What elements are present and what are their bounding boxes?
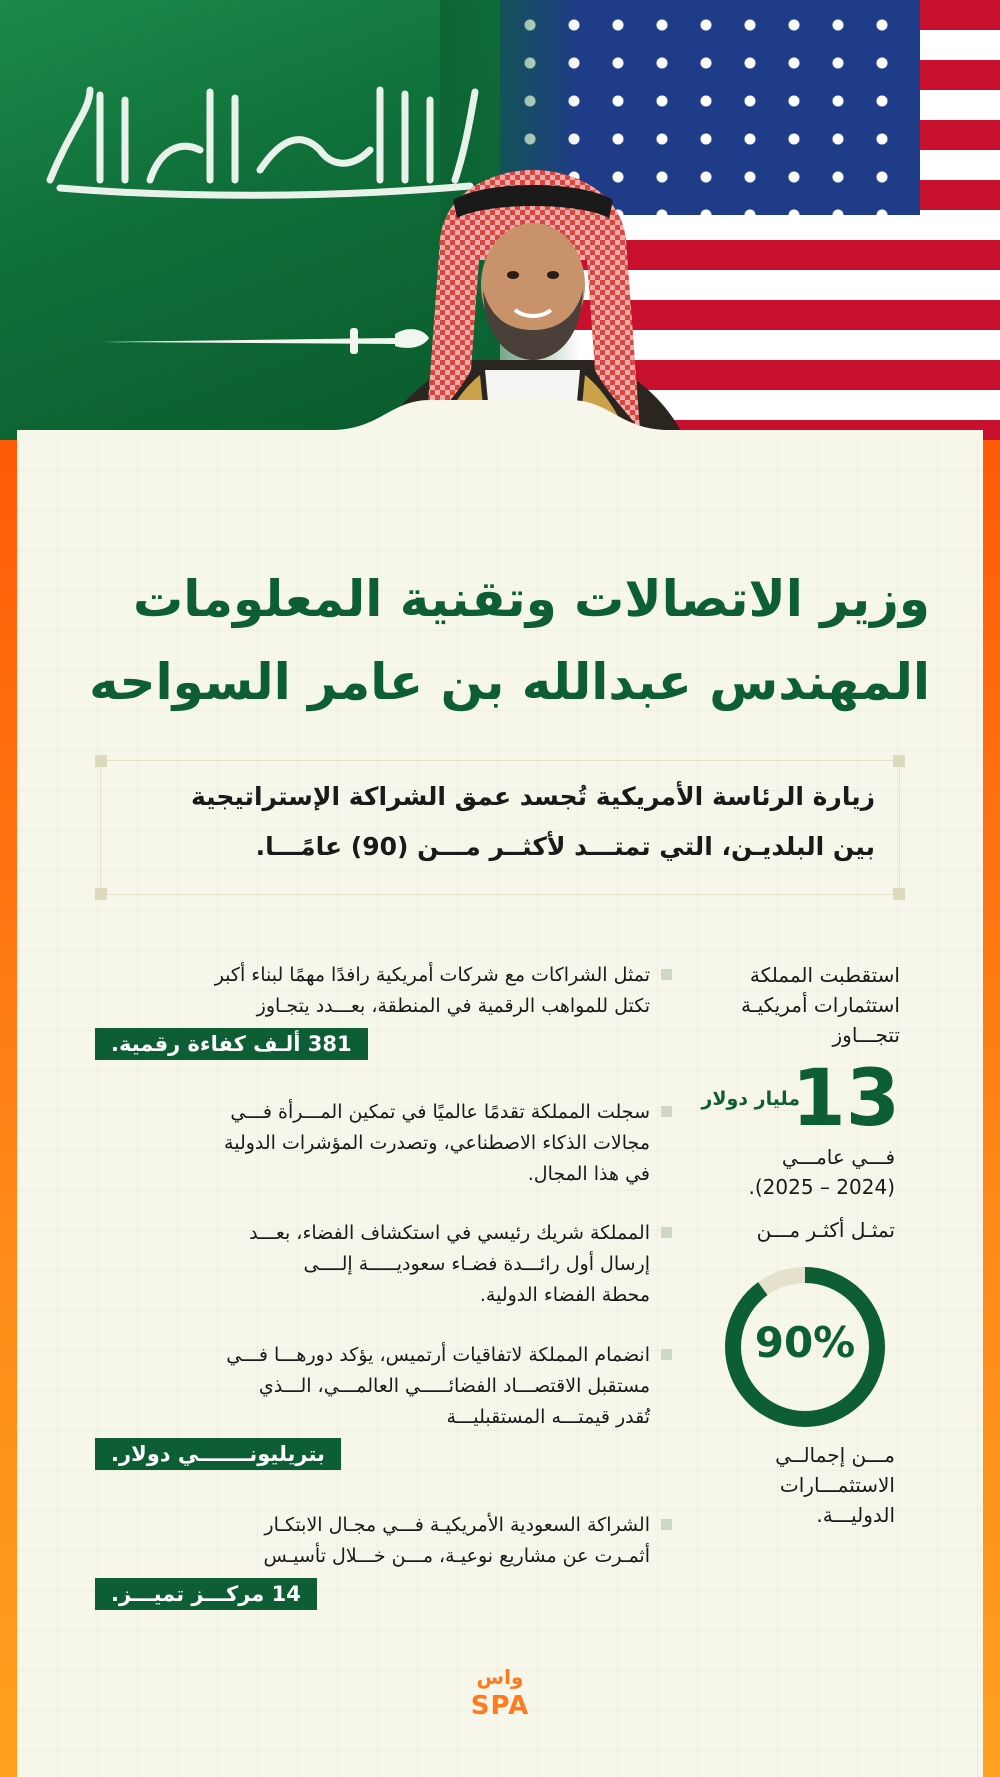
investments-intro-line2: استثمارات أمريكيـة	[741, 993, 900, 1017]
percent-caption	[700, 1440, 895, 1530]
investment-amount-number: 13	[791, 1054, 900, 1144]
represents-text: تمثـل أكثـر مـــن	[756, 1218, 895, 1242]
fact-item-4	[95, 1340, 650, 1470]
percent-caption-line2: الاستثمـــارات	[779, 1473, 895, 1497]
investment-amount	[700, 1054, 900, 1150]
hero-wave	[0, 400, 1000, 440]
bullet-icon	[661, 1106, 672, 1117]
fact-item-3	[95, 1218, 650, 1310]
svg-text:واس: واس	[476, 1665, 524, 1689]
fact-line: سجلت المملكة تقدمًا عالميًا في تمكين المـــرأة فـــي	[230, 1101, 650, 1123]
investment-amount-unit: مليار دولار	[701, 1088, 800, 1110]
bullet-icon	[661, 1227, 672, 1238]
fact-line: مجالات الذكاء الاصطناعي، وتصدرت المؤشرات الدولية	[224, 1131, 650, 1154]
fact-highlight: 381 ألـف كفاءة رقمية.	[95, 1028, 368, 1060]
page-title-line2: المهندس عبدالله بن عامر السواحه	[89, 653, 930, 711]
page-title-line1: وزير الاتصالات وتقنية المعلومات	[133, 570, 930, 628]
hero-banner	[0, 0, 1000, 440]
investment-years-line2: (2024 – 2025).	[748, 1175, 895, 1199]
svg-text:SPA: SPA	[470, 1691, 530, 1720]
percent-label: 90%	[754, 1318, 856, 1367]
investments-intro	[680, 960, 900, 1050]
fact-item-2	[95, 1097, 650, 1189]
bullet-icon	[661, 1349, 672, 1360]
subtitle-box	[100, 760, 900, 895]
investments-intro-line1: استقطبت المملكة	[749, 963, 900, 987]
fact-line: أثمـرت عن مشاريع نوعيـة، مـــن خـــلال تأسيـس	[263, 1544, 650, 1567]
fact-line: تكتل للمواهب الرقمية في المنطقة، بعـــدد يتجـاوز	[256, 994, 650, 1017]
fact-line: انضمام المملكة لاتفاقيات أرتميس، يؤكد دورهـــا فـــي	[226, 1344, 650, 1366]
box-corner	[893, 888, 905, 900]
investments-intro-line3: تتجـــاوز	[832, 1023, 900, 1047]
subtitle-line1: زيارة الرئاسة الأمريكية تُجسد عمق الشراكة الإستراتيجية	[190, 782, 875, 811]
box-corner	[95, 755, 107, 767]
bullet-icon	[661, 969, 672, 980]
fact-line: تُقدر قيمتـــه المستقبليـــة	[446, 1405, 650, 1428]
fact-line: إرسال أول رائـــدة فضـاء سعوديـــــة إلــــى	[303, 1252, 650, 1275]
bullet-icon	[661, 1519, 672, 1530]
percent-caption-line1: مـــن إجمالــي	[775, 1443, 895, 1467]
fact-item-5	[95, 1510, 650, 1610]
fact-item-1	[95, 960, 650, 1060]
investment-years-line1: فـــي عامـــي	[781, 1145, 895, 1169]
box-corner	[95, 888, 107, 900]
fact-line: المملكة شريك رئيسي في استكشاف الفضاء، بعـــد	[249, 1222, 650, 1244]
fact-line: الشراكة السعودية الأمريكيـة فـــي مجـال الابتكـار	[264, 1514, 650, 1536]
fact-line: في هذا المجال.	[527, 1162, 650, 1185]
fact-line: محطة الفضاء الدولية.	[479, 1283, 650, 1306]
fact-line: تمثل الشراكات مع شركات أمريكية رافدًا مهمًا لبناء أكبر	[214, 964, 650, 986]
subtitle-line2: بين البلديـن، التي تمتـــد لأكثــر مـــن (90) عامًـــا.	[255, 832, 875, 861]
box-corner	[893, 755, 905, 767]
percent-caption-line3: الدوليـــة.	[816, 1503, 895, 1527]
fact-line: مستقبل الاقتصـــاد الفضائـــــي العالمـــي، الـــذي	[258, 1374, 650, 1397]
fact-highlight: 14 مركـــز تميـــز.	[95, 1578, 317, 1610]
fact-highlight: بتريليونـــــــي دولار.	[95, 1438, 341, 1470]
spa-logo	[460, 1662, 540, 1720]
